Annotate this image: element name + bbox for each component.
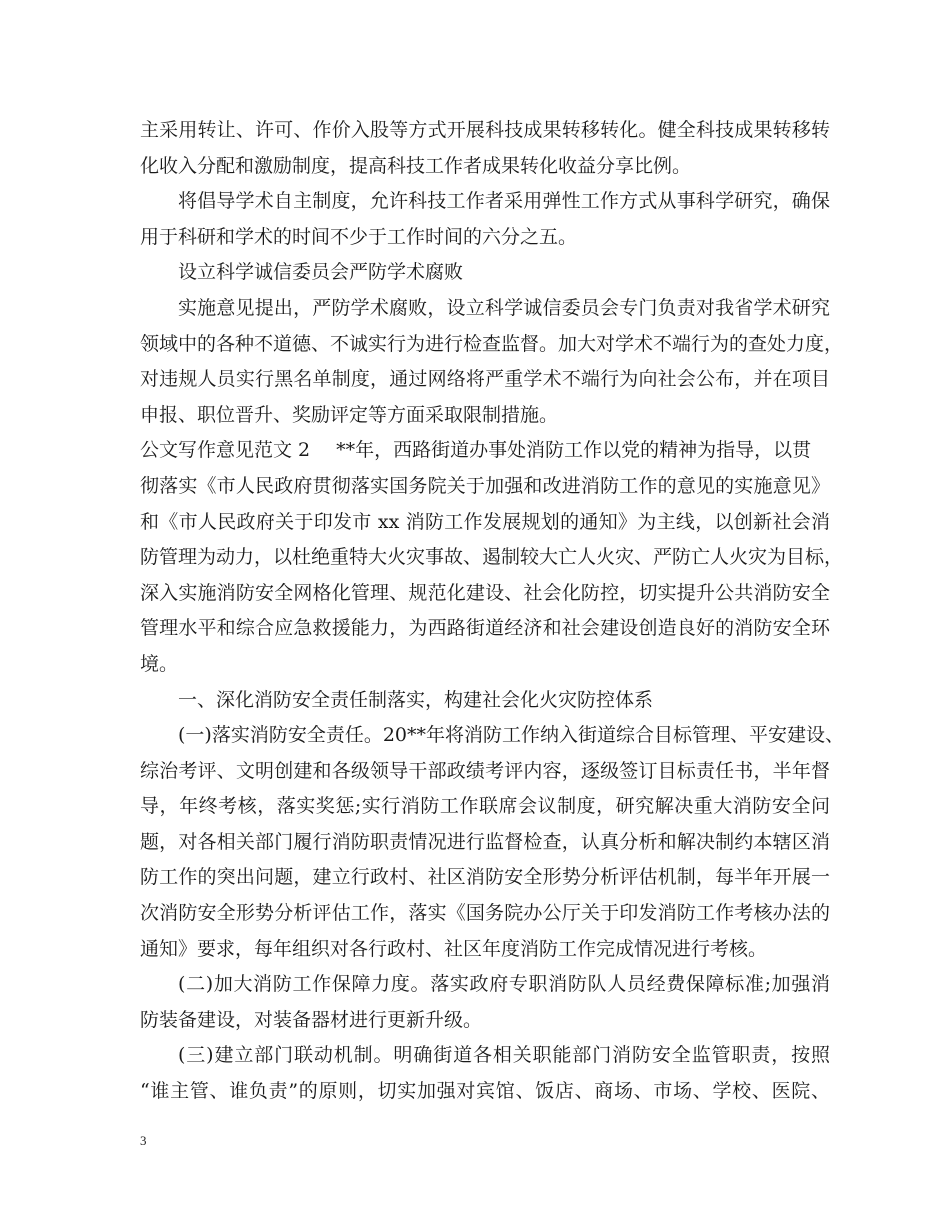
text-line	[140, 433, 830, 469]
text-line-content: 对违规人员实行黑名单制度，通过网络将严重学术不端行为向社会公布，并在项目	[140, 368, 830, 391]
text-line-content: 防管理为动力，以杜绝重特大火灾事故、遏制较大亡人火灾、严防亡人火灾为目标，	[140, 546, 844, 569]
text-line	[140, 932, 830, 968]
text-line-content: 彻落实《市人民政府贯彻落实国务院关于加强和改进消防工作的意见的实施意见》	[140, 474, 830, 497]
text-line-content: 一、深化消防安全责任制落实，构建社会化火灾防控体系	[178, 688, 654, 711]
text-line	[140, 860, 830, 896]
text-line	[140, 825, 830, 861]
text-line	[140, 398, 830, 434]
text-line-content: 通知》要求，每年组织对各行政村、社区年度消防工作完成情况进行考核。	[140, 937, 768, 960]
text-line	[140, 149, 830, 185]
text-line-content: 公文写作意见范文 2	[140, 439, 311, 462]
text-line-content: 题，对各相关部门履行消防职责情况进行监督检查，认真分析和解决制约本辖区消	[140, 830, 830, 853]
text-line	[140, 1038, 830, 1074]
text-line-content: (三)建立部门联动机制。明确街道各相关职能部门消防安全监管职责，按照	[178, 1044, 830, 1067]
text-line	[140, 1074, 830, 1110]
text-line	[140, 718, 845, 754]
text-line-content: 用于科研和学术的时间不少于工作时间的六分之五。	[140, 225, 578, 248]
text-line-content: 设立科学诚信委员会严防学术腐败	[178, 261, 464, 284]
text-line	[140, 469, 830, 505]
text-line-content: 将倡导学术自主制度，允许科技工作者采用弹性工作方式从事科学研究，确保	[178, 190, 830, 213]
text-line	[140, 1003, 830, 1039]
text-line	[140, 255, 830, 291]
text-line	[140, 647, 830, 683]
text-line-content: 领域中的各种不道德、不诚实行为进行检查监督。加大对学术不端行为的查处力度，	[140, 332, 844, 355]
text-line	[140, 896, 830, 932]
text-line	[140, 505, 830, 541]
text-line	[140, 789, 830, 825]
text-line	[140, 967, 830, 1003]
text-line-content: (一)落实消防安全责任。20**年将消防工作纳入街道综合目标管理、平安建设、	[178, 724, 845, 747]
page-number: 3	[140, 1133, 147, 1148]
document-body	[140, 113, 845, 1110]
text-line-content: 综治考评、文明创建和各级领导干部政绩考评内容，逐级签订目标责任书，半年督	[140, 759, 830, 782]
text-line-content: 防装备建设，对装备器材进行更新升级。	[140, 1008, 483, 1031]
text-line	[140, 220, 830, 256]
text-line	[140, 576, 830, 612]
text-line	[140, 683, 830, 719]
text-line-content: 实施意见提出，严防学术腐败，设立科学诚信委员会专门负责对我省学术研究	[178, 296, 830, 319]
text-line	[140, 327, 844, 363]
text-line	[140, 754, 830, 790]
text-line-content: “谁主管、谁负责”的原则，切实加强对宾馆、饭店、商场、市场、学校、医院、	[140, 1080, 830, 1103]
text-line-content: 导，年终考核，落实奖惩;实行消防工作联席会议制度，研究解决重大消防安全问	[140, 795, 830, 818]
text-line-content: 管理水平和综合应急救援能力，为西路街道经济和社会建设创造良好的消防安全环	[140, 617, 830, 640]
text-line	[140, 184, 830, 220]
text-line-content: 次消防安全形势分析评估工作，落实《国务院办公厅关于印发消防工作考核办法的	[140, 902, 830, 925]
text-line-content: 申报、职位晋升、奖励评定等方面采取限制措施。	[140, 403, 559, 426]
text-line-content: 化收入分配和激励制度，提高科技工作者成果转化收益分享比例。	[140, 154, 692, 177]
text-line-content: (二)加大消防工作保障力度。落实政府专职消防队人员经费保障标准;加强消	[178, 973, 830, 996]
text-line-content: 和《市人民政府关于印发市 xx 消防工作发展规划的通知》为主线，以创新社会消	[140, 510, 830, 533]
text-line	[140, 540, 844, 576]
text-line-content: 防工作的突出问题，建立行政村、社区消防安全形势分析评估机制，每半年开展一	[140, 866, 830, 889]
text-line-content: 主采用转让、许可、作价入股等方式开展科技成果转移转化。健全科技成果转移转	[140, 119, 830, 141]
text-line	[140, 362, 830, 398]
text-line-content: 深入实施消防安全网格化管理、规范化建设、社会化防控，切实提升公共消防安全	[140, 581, 830, 604]
text-line-tail: **年，西路街道办事处消防工作以党的精神为指导，以贯	[336, 439, 812, 462]
text-line-content: 境。	[140, 652, 179, 675]
text-line	[140, 291, 830, 327]
text-line	[140, 611, 830, 647]
text-line	[140, 113, 830, 149]
